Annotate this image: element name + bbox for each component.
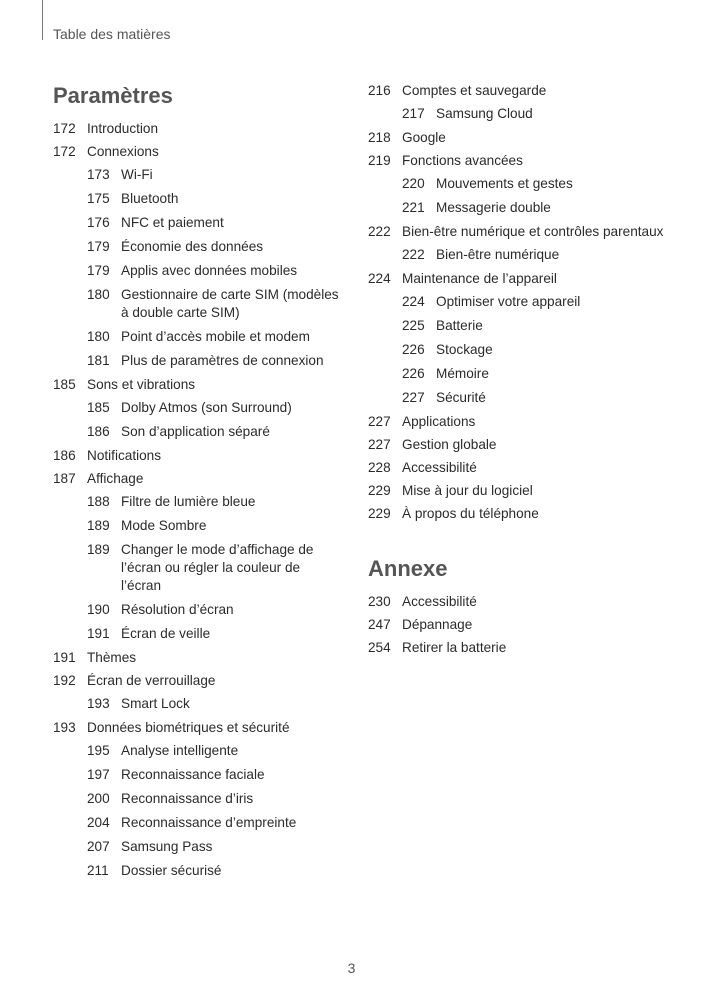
toc-entry-page: 220 xyxy=(402,176,425,191)
toc-entry-page: 195 xyxy=(87,743,110,758)
toc-entry-title: Affichage xyxy=(87,471,144,486)
toc-entry-page: 187 xyxy=(53,471,76,486)
toc-entry-title: Reconnaissance faciale xyxy=(121,767,265,782)
toc-entry-title: Mémoire xyxy=(436,366,489,381)
toc-entry[interactable] xyxy=(368,246,668,264)
toc-entry-title: Économie des données xyxy=(121,239,264,254)
toc-entry[interactable] xyxy=(368,223,668,241)
toc-entry-page: 247 xyxy=(368,617,391,632)
toc-list-parametres xyxy=(53,120,343,880)
toc-entry-page: 227 xyxy=(368,437,391,452)
toc-entry-page: 172 xyxy=(53,144,76,159)
toc-entry-title: Sons et vibrations xyxy=(87,377,196,392)
toc-entry-page: 186 xyxy=(53,448,76,463)
toc-entry-page: 180 xyxy=(87,287,110,302)
toc-entry-page: 222 xyxy=(402,247,425,262)
toc-entry-title: Gestionnaire de carte SIM (modèles à double carte SIM) xyxy=(121,287,339,320)
toc-entry[interactable] xyxy=(368,593,668,611)
toc-entry-title: Gestion globale xyxy=(402,437,497,452)
toc-entry-title: Plus de paramètres de connexion xyxy=(121,353,324,368)
toc-entry[interactable] xyxy=(53,238,343,256)
toc-entry-page: 179 xyxy=(87,239,110,254)
toc-entry-page: 224 xyxy=(402,294,425,309)
toc-entry-title: Wi-Fi xyxy=(121,167,153,182)
toc-entry-title: Comptes et sauvegarde xyxy=(402,83,547,98)
toc-entry-title: Reconnaissance d’empreinte xyxy=(121,815,297,830)
toc-entry-page: 200 xyxy=(87,791,110,806)
toc-entry-title: Samsung Cloud xyxy=(436,106,533,121)
toc-entry-title: Applis avec données mobiles xyxy=(121,263,298,278)
toc-entry-title: Maintenance de l’appareil xyxy=(402,271,557,286)
toc-entry[interactable] xyxy=(53,262,343,280)
toc-entry[interactable] xyxy=(53,493,343,511)
toc-entry-title: Bien-être numérique et contrôles parentaux xyxy=(402,224,664,239)
toc-entry-page: 228 xyxy=(368,460,391,475)
toc-entry[interactable] xyxy=(53,286,343,322)
toc-entry[interactable] xyxy=(53,814,343,832)
toc-entry-title: Reconnaissance d’iris xyxy=(121,791,254,806)
toc-entry[interactable] xyxy=(368,616,668,634)
toc-entry-title: Dossier sécurisé xyxy=(121,863,222,878)
toc-entry-title: Samsung Pass xyxy=(121,839,213,854)
toc-entry-title: Bluetooth xyxy=(121,191,179,206)
toc-entry-page: 216 xyxy=(368,83,391,98)
toc-entry-title: Point d’accès mobile et modem xyxy=(121,329,310,344)
toc-entry[interactable] xyxy=(53,625,343,643)
toc-entry[interactable] xyxy=(368,152,668,170)
toc-entry-page: 173 xyxy=(87,167,110,182)
toc-entry-page: 172 xyxy=(53,121,76,136)
toc-entry-page: 218 xyxy=(368,130,391,145)
toc-entry-title: NFC et paiement xyxy=(121,215,224,230)
toc-entry[interactable] xyxy=(53,328,343,346)
toc-entry-page: 180 xyxy=(87,329,110,344)
toc-entry[interactable] xyxy=(53,541,343,595)
toc-entry[interactable] xyxy=(368,293,668,311)
toc-entry[interactable] xyxy=(53,649,343,667)
toc-entry-page: 191 xyxy=(87,626,110,641)
toc-entry-title: Bien-être numérique xyxy=(436,247,560,262)
toc-entry[interactable] xyxy=(53,190,343,208)
toc-entry-page: 176 xyxy=(87,215,110,230)
toc-entry[interactable] xyxy=(53,695,343,713)
toc-entry-title: Google xyxy=(402,130,446,145)
toc-entry[interactable] xyxy=(53,143,343,161)
toc-entry-title: Données biométriques et sécurité xyxy=(87,720,290,735)
toc-entry[interactable] xyxy=(53,742,343,760)
toc-entry-title: Écran de verrouillage xyxy=(87,673,216,688)
toc-entry[interactable] xyxy=(53,601,343,619)
toc-entry-title: Fonctions avancées xyxy=(402,153,523,168)
toc-entry-title: Sécurité xyxy=(436,390,486,405)
toc-entry[interactable] xyxy=(368,175,668,193)
toc-entry[interactable] xyxy=(368,459,668,477)
toc-entry-page: 197 xyxy=(87,767,110,782)
toc-entry[interactable] xyxy=(368,105,668,123)
toc-entry[interactable] xyxy=(368,413,668,431)
toc-entry-title: Introduction xyxy=(87,121,159,136)
toc-entry-page: 188 xyxy=(87,494,110,509)
toc-entry-title: Écran de veille xyxy=(121,626,211,641)
toc-entry-title: Thèmes xyxy=(87,650,137,665)
toc-entry[interactable] xyxy=(53,352,343,370)
toc-entry-page: 221 xyxy=(402,200,425,215)
toc-entry-title: Connexions xyxy=(87,144,159,159)
toc-entry-page: 217 xyxy=(402,106,425,121)
toc-entry[interactable] xyxy=(368,317,668,335)
toc-entry-title: Batterie xyxy=(436,318,483,333)
toc-entry-page: 226 xyxy=(402,342,425,357)
toc-entry-page: 211 xyxy=(87,863,109,878)
toc-entry-page: 224 xyxy=(368,271,391,286)
toc-entry[interactable] xyxy=(53,214,343,232)
toc-entry-page: 225 xyxy=(402,318,425,333)
toc-entry[interactable] xyxy=(368,82,668,100)
toc-entry-title: Smart Lock xyxy=(121,696,190,711)
toc-entry-title: Résolution d’écran xyxy=(121,602,234,617)
toc-entry-title: Applications xyxy=(402,414,476,429)
toc-entry[interactable] xyxy=(53,766,343,784)
toc-entry[interactable] xyxy=(53,376,343,394)
toc-entry[interactable] xyxy=(53,470,343,488)
toc-entry-page: 229 xyxy=(368,483,391,498)
toc-entry-page: 227 xyxy=(402,390,425,405)
toc-entry-title: Mode Sombre xyxy=(121,518,207,533)
toc-entry[interactable] xyxy=(53,399,343,417)
toc-entry[interactable] xyxy=(53,862,343,880)
toc-entry-title: Accessibilité xyxy=(402,460,477,475)
toc-entry[interactable] xyxy=(53,672,343,690)
toc-entry-page: 186 xyxy=(87,424,110,439)
toc-entry-title: Mouvements et gestes xyxy=(436,176,573,191)
toc-entry-title: Mise à jour du logiciel xyxy=(402,483,533,498)
toc-entry-page: 222 xyxy=(368,224,391,239)
toc-entry[interactable] xyxy=(368,389,668,407)
toc-entry-page: 219 xyxy=(368,153,391,168)
toc-entry-page: 229 xyxy=(368,506,391,521)
left-column xyxy=(53,82,343,886)
toc-entry-title: Dolby Atmos (son Surround) xyxy=(121,400,292,415)
toc-entry-title: Messagerie double xyxy=(436,200,551,215)
page-number: 3 xyxy=(347,960,356,976)
toc-entry-page: 207 xyxy=(87,839,110,854)
toc-entry-title: Filtre de lumière bleue xyxy=(121,494,256,509)
toc-entry[interactable] xyxy=(368,365,668,383)
toc-entry[interactable] xyxy=(368,199,668,217)
toc-entry-page: 230 xyxy=(368,594,391,609)
toc-entry[interactable] xyxy=(368,270,668,288)
toc-entry-page: 181 xyxy=(87,353,110,368)
toc-entry[interactable] xyxy=(53,838,343,856)
toc-entry-page: 175 xyxy=(87,191,110,206)
toc-entry-title: Changer le mode d’affichage de l’écran ou régler la couleur de l’écran xyxy=(121,542,314,593)
toc-entry[interactable] xyxy=(53,719,343,737)
running-header: Table des matières xyxy=(53,26,171,42)
toc-entry-page: 204 xyxy=(87,815,110,830)
toc-entry-title: À propos du téléphone xyxy=(402,506,539,521)
toc-entry-page: 191 xyxy=(53,650,76,665)
toc-entry[interactable] xyxy=(53,447,343,465)
toc-entry-page: 227 xyxy=(368,414,391,429)
toc-entry[interactable] xyxy=(53,517,343,535)
toc-entry-page: 193 xyxy=(87,696,110,711)
toc-entry[interactable] xyxy=(53,120,343,138)
header-rule xyxy=(42,0,43,40)
toc-entry[interactable] xyxy=(368,341,668,359)
toc-entry-page: 190 xyxy=(87,602,110,617)
section-title-parametres: Paramètres xyxy=(53,83,173,108)
toc-entry-page: 254 xyxy=(368,640,391,655)
toc-entry-title: Dépannage xyxy=(402,617,473,632)
toc-list-annexe xyxy=(368,593,668,657)
toc-entry-title: Accessibilité xyxy=(402,594,477,609)
toc-entry-page: 193 xyxy=(53,720,76,735)
toc-entry[interactable] xyxy=(368,436,668,454)
toc-entry-title: Analyse intelligente xyxy=(121,743,239,758)
toc-entry-title: Notifications xyxy=(87,448,162,463)
toc-entry-page: 185 xyxy=(53,377,76,392)
toc-entry[interactable] xyxy=(53,423,343,441)
toc-entry[interactable] xyxy=(53,790,343,808)
section-title-annexe: Annexe xyxy=(368,556,448,581)
toc-entry[interactable] xyxy=(368,482,668,500)
toc-list-parametres-continued xyxy=(368,82,668,523)
toc-entry[interactable] xyxy=(368,639,668,657)
toc-entry-page: 185 xyxy=(87,400,110,415)
toc-entry-title: Son d’application séparé xyxy=(121,424,270,439)
toc-entry-title: Retirer la batterie xyxy=(402,640,507,655)
toc-entry-page: 189 xyxy=(87,518,110,533)
toc-entry-title: Optimiser votre appareil xyxy=(436,294,581,309)
toc-entry-page: 179 xyxy=(87,263,110,278)
toc-entry-page: 189 xyxy=(87,542,110,557)
toc-entry-page: 192 xyxy=(53,673,76,688)
toc-entry-title: Stockage xyxy=(436,342,493,357)
right-column xyxy=(368,82,668,662)
toc-entry[interactable] xyxy=(368,505,668,523)
toc-entry[interactable] xyxy=(368,129,668,147)
toc-entry[interactable] xyxy=(53,166,343,184)
toc-entry-page: 226 xyxy=(402,366,425,381)
